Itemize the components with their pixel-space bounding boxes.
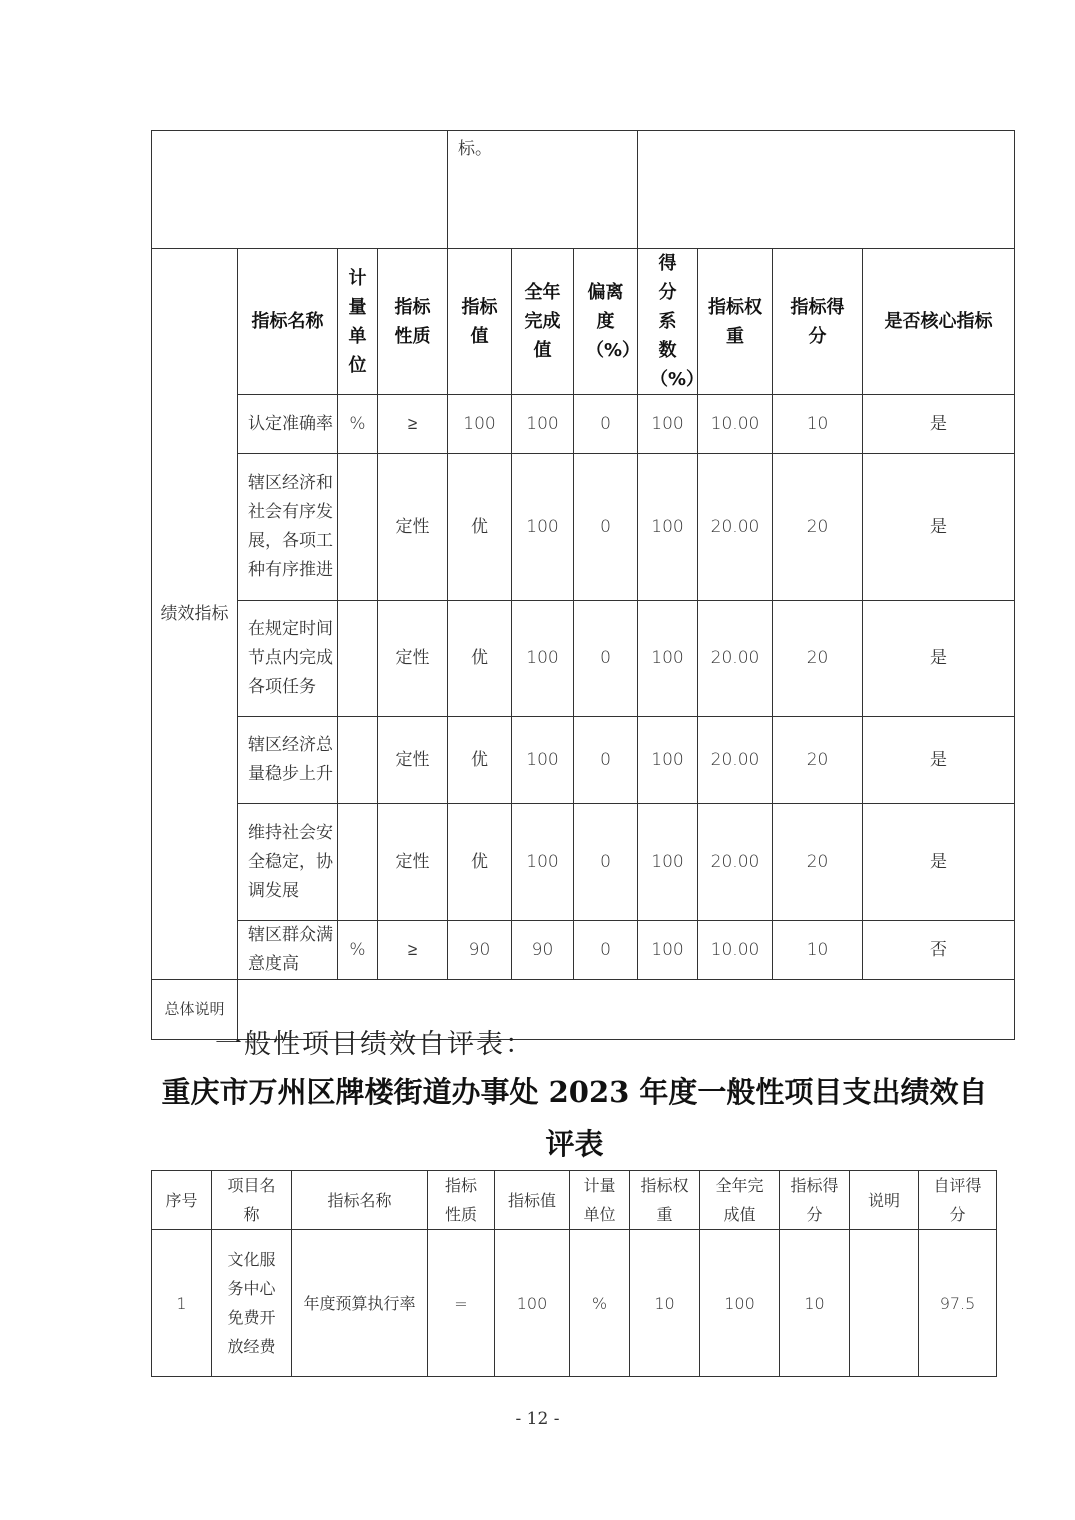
unit-cell bbox=[338, 717, 378, 804]
indicator-name: 辖区经济总量稳步上升 bbox=[238, 717, 338, 804]
done-cell: 100 bbox=[700, 1230, 780, 1377]
core-cell: 否 bbox=[863, 921, 1015, 980]
header-weight: 指标权重 bbox=[630, 1171, 700, 1230]
header-unit: 计量单位 bbox=[338, 249, 378, 395]
done-cell: 100 bbox=[512, 395, 574, 454]
no-cell: 1 bbox=[152, 1230, 212, 1377]
weight-cell: 10.00 bbox=[698, 395, 773, 454]
table-row bbox=[152, 454, 1015, 601]
table-row bbox=[152, 804, 1015, 921]
coefficient-cell: 100 bbox=[638, 717, 698, 804]
core-cell: 是 bbox=[863, 395, 1015, 454]
indicator-name: 在规定时间节点内完成各项任务 bbox=[238, 601, 338, 717]
score-cell: 20 bbox=[773, 601, 863, 717]
header-note: 说明 bbox=[850, 1171, 919, 1230]
deviation-cell: 0 bbox=[574, 717, 638, 804]
page-number: - 12 - bbox=[515, 1409, 560, 1429]
header-core: 是否核心指标 bbox=[863, 249, 1015, 395]
deviation-cell: 0 bbox=[574, 804, 638, 921]
nature-cell: 定性 bbox=[378, 454, 448, 601]
nature-cell: 定性 bbox=[378, 717, 448, 804]
deviation-cell: 0 bbox=[574, 454, 638, 601]
nature-cell: ≥ bbox=[378, 921, 448, 980]
value-cell: 优 bbox=[448, 717, 512, 804]
indicator-name: 辖区群众满意度高 bbox=[238, 921, 338, 980]
header-score: 指标得分 bbox=[780, 1171, 850, 1230]
core-cell: 是 bbox=[863, 717, 1015, 804]
weight-cell: 10 bbox=[630, 1230, 700, 1377]
weight-cell: 20.00 bbox=[698, 454, 773, 601]
deviation-cell: 0 bbox=[574, 921, 638, 980]
done-cell: 100 bbox=[512, 717, 574, 804]
header-value: 指标值 bbox=[495, 1171, 570, 1230]
indicator-name: 认定准确率 bbox=[238, 395, 338, 454]
unit-cell bbox=[338, 454, 378, 601]
blank-cell bbox=[152, 131, 448, 249]
done-cell: 90 bbox=[512, 921, 574, 980]
carryover-row bbox=[152, 131, 1015, 249]
table-row bbox=[152, 1230, 997, 1377]
weight-cell: 20.00 bbox=[698, 804, 773, 921]
done-cell: 100 bbox=[512, 454, 574, 601]
header-project-name: 项目名称 bbox=[212, 1171, 292, 1230]
project-name-cell: 文化服务中心免费开放经费 bbox=[212, 1230, 292, 1377]
unit-cell bbox=[338, 601, 378, 717]
nature-cell: 定性 bbox=[378, 804, 448, 921]
header-coefficient: 得分系数（%） bbox=[638, 249, 698, 395]
weight-cell: 20.00 bbox=[698, 717, 773, 804]
unit-cell bbox=[338, 804, 378, 921]
carryover-note: 标。 bbox=[448, 131, 638, 249]
score-cell: 10 bbox=[773, 395, 863, 454]
header-unit: 计量单位 bbox=[570, 1171, 630, 1230]
core-cell: 是 bbox=[863, 454, 1015, 601]
header-deviation: 偏离度（%） bbox=[574, 249, 638, 395]
header-indicator-name: 指标名称 bbox=[238, 249, 338, 395]
header-nature: 指标性质 bbox=[378, 249, 448, 395]
table-row bbox=[152, 921, 1015, 980]
score-cell: 20 bbox=[773, 717, 863, 804]
header-row bbox=[152, 1171, 997, 1230]
header-self-score: 自评得分 bbox=[919, 1171, 997, 1230]
deviation-cell: 0 bbox=[574, 395, 638, 454]
weight-cell: 20.00 bbox=[698, 601, 773, 717]
done-cell: 100 bbox=[512, 601, 574, 717]
table-row bbox=[152, 601, 1015, 717]
blank-cell bbox=[638, 131, 1015, 249]
core-cell: 是 bbox=[863, 601, 1015, 717]
weight-cell: 10.00 bbox=[698, 921, 773, 980]
nature-cell: 定性 bbox=[378, 601, 448, 717]
nature-cell: ≥ bbox=[378, 395, 448, 454]
header-nature: 指标性质 bbox=[428, 1171, 495, 1230]
header-indicator-name: 指标名称 bbox=[292, 1171, 428, 1230]
coefficient-cell: 100 bbox=[638, 804, 698, 921]
header-annual-done: 全年完成值 bbox=[512, 249, 574, 395]
value-cell: 优 bbox=[448, 804, 512, 921]
group-label: 绩效指标 bbox=[152, 249, 238, 980]
score-cell: 10 bbox=[780, 1230, 850, 1377]
header-weight: 指标权重 bbox=[698, 249, 773, 395]
unit-cell: % bbox=[338, 395, 378, 454]
value-cell: 优 bbox=[448, 454, 512, 601]
project-self-evaluation-table bbox=[151, 1170, 997, 1377]
section-title: 一般性项目绩效自评表： bbox=[215, 1029, 534, 1060]
performance-indicator-table bbox=[151, 130, 1015, 1040]
nature-cell: = bbox=[428, 1230, 495, 1377]
deviation-cell: 0 bbox=[574, 601, 638, 717]
page-title: 重庆市万州区牌楼街道办事处 2023 年度一般性项目支出绩效自评表 bbox=[161, 1075, 988, 1161]
indicator-name: 维持社会安全稳定，协调发展 bbox=[238, 804, 338, 921]
score-cell: 10 bbox=[773, 921, 863, 980]
header-value: 指标值 bbox=[448, 249, 512, 395]
value-cell: 优 bbox=[448, 601, 512, 717]
table-row bbox=[152, 717, 1015, 804]
header-no: 序号 bbox=[152, 1171, 212, 1230]
score-cell: 20 bbox=[773, 804, 863, 921]
indicator-name: 辖区经济和社会有序发展，各项工种有序推进 bbox=[238, 454, 338, 601]
table-row bbox=[152, 395, 1015, 454]
score-cell: 20 bbox=[773, 454, 863, 601]
header-score: 指标得分 bbox=[773, 249, 863, 395]
value-cell: 90 bbox=[448, 921, 512, 980]
summary-label: 总体说明 bbox=[152, 980, 238, 1040]
coefficient-cell: 100 bbox=[638, 601, 698, 717]
unit-cell: % bbox=[570, 1230, 630, 1377]
done-cell: 100 bbox=[512, 804, 574, 921]
coefficient-cell: 100 bbox=[638, 454, 698, 601]
coefficient-cell: 100 bbox=[638, 395, 698, 454]
core-cell: 是 bbox=[863, 804, 1015, 921]
unit-cell: % bbox=[338, 921, 378, 980]
header-annual-done: 全年完成值 bbox=[700, 1171, 780, 1230]
self-score-cell: 97.5 bbox=[919, 1230, 997, 1377]
header-row bbox=[152, 249, 1015, 395]
indicator-name-cell: 年度预算执行率 bbox=[292, 1230, 428, 1377]
value-cell: 100 bbox=[448, 395, 512, 454]
note-cell bbox=[850, 1230, 919, 1377]
value-cell: 100 bbox=[495, 1230, 570, 1377]
coefficient-cell: 100 bbox=[638, 921, 698, 980]
